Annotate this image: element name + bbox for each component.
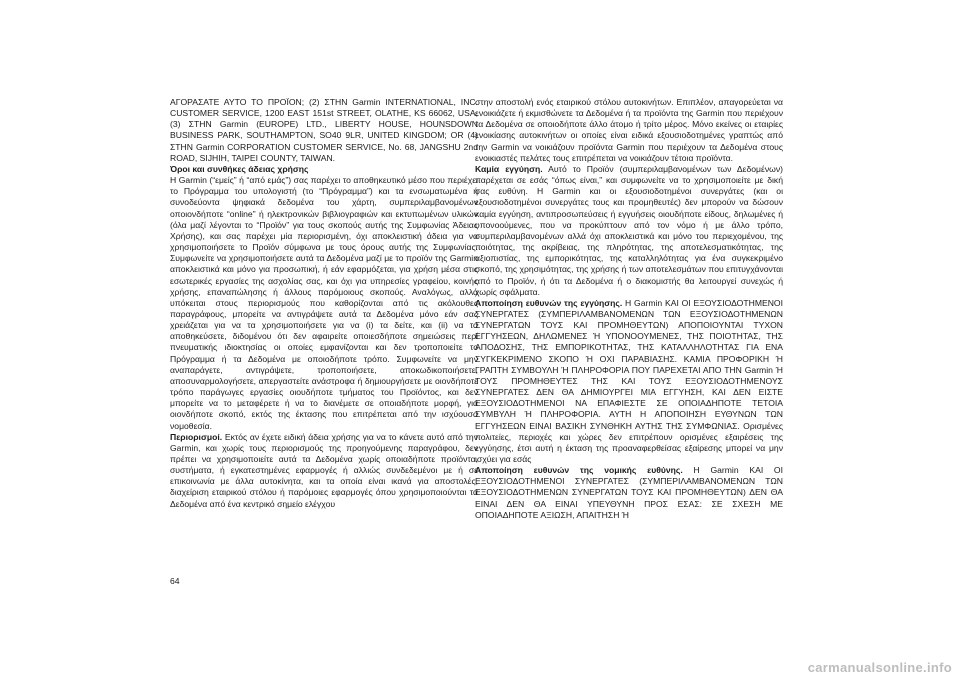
no-warranty-text: Αυτό το Προϊόν (συμπεριλαμβανομένων των Δεδομένων) παρέχεται σε εσάς “όπως είναι,” και συμφωνείτε να το χρησιμοποιείτε με δική σας ευθύνη. Η Garmin και οι εξουσιοδοτημένοι συνεργάτες (και οι εξουσιοδοτημένοι συνεργάτες τους και προμηθευτές) δεν μπορούν να δώσουν καμία εγγύηση, αντιπροσωπεύσεις ή εγγυήσεις οιουδήποτε είδους, δηλωμένες ή υπονοούμενες, που να προκύπτουν από τον νόμο ή με άλλο τρόπο, συμπεριλαμβανομένων αλλά όχι αποκλειστικά και μόνο του περιεχομένου, της ποιότητας, της ακρίβειας, της πληρότητας, της αποτελεσματικότητας, της αξιοπιστίας, της εμπορικότητας, της καταλληλότητας για ένα συγκεκριμένο σκοπό, της χρησιμότητας, της χρήσης ή των αποτελεσμάτων που επιτυγχάνονται από το Προϊόν, ή ότι τα Δεδομένα ή ο διακομιστής θα λειτουργεί συνεχώς ή χωρίς σφάλματα. [475,163,783,297]
restrictions-text: Εκτός αν έχετε ειδική άδεια χρήσης για να το κάνετε αυτό από την Garmin, και χωρίς τους περιορισμούς της προηγούμενης παραγράφου, δεν πρέπει να χρησιμοποιείτε αυτά τα Δεδομένα χωρίς οποιαδήποτε προϊόντα, συστήματα, ή εγκατεστημένες εφαρμογές ή αλλιώς συνδεδεμένοι με ή σε επικοινωνία με άλλα αυτοκίνητα, και τα οποία είναι ικανά για αποστολές, διαχείριση εταιρικού στόλου ή παρόμοιες εφαρμογές όπου χρησιμοποιούνται τα Δεδομένα από ένα κεντρικό σημείο ελέγχου [170,431,478,509]
paragraph-addresses: ΑΓΟΡΑΣΑΤΕ ΑΥΤΟ ΤΟ ΠΡΟΪΟΝ; (2) ΣΤΗΝ Garmin INTERNATIONAL, INC. CUSTOMER SERVICE, 1200 EAST 151st STREET, OLATHE, KS 66062, USA; (3) ΣΤΗΝ Garmin (EUROPE) LTD., LIBERTY HOUSE, HOUNSDOWN BUSINESS PARK, SOUTHAMPTON, SO40 9LR, UNITED KINGDOM; OR (4) ΣΤΗΝ Garmin CORPORATION CUSTOMER SERVICE, No. 68, JANGSHU 2nd ROAD, SIJHIH, TAIPEI COUNTY, TAIWAN. [170,97,478,163]
heading-liability-disclaimer: Αποποίηση ευθυνών της νομικής ευθύνης. [475,465,683,476]
paragraph-no-warranty [475,164,783,298]
paragraph-license-terms [170,164,478,432]
page-number: 64 [170,576,180,586]
heading-license-terms: Όροι και συνθήκες άδειας χρήσης [170,163,309,174]
paragraph-liability-disclaimer [475,465,783,521]
liability-disclaimer-text: Η Garmin ΚΑΙ ΟΙ ΕΞΟΥΣΙΟΔΟΤΗΜΕΝΟΙ ΣΥΝΕΡΓΑΤΕΣ (ΣΥΜΠΕΡΙΛΑΜΒΑΝΟΜΕΝΩΝ ΤΩΝ ΕΞΟΥΣΙΟΔΟΤΗΜΕΝΩΝ ΣΥΝΕΡΓΑΤΩΝ ΤΟΥΣ ΚΑΙ ΠΡΟΜΗΘΕΥΤΩΝ) ΔΕΝ ΘΑ ΕΙΝΑΙ ΔΕΝ ΘΑ ΕΙΝΑΙ ΥΠΕΥΘΥΝΗ ΠΡΟΣ ΕΣΑΣ: ΣΕ ΣΧΕΣΗ ΜΕ ΟΠΟΙΑΔΗΠΟΤΕ ΑΞΙΩΣΗ, ΑΠΑΙΤΗΣΗ Ή [475,465,784,520]
paragraph-warranty-disclaimer [475,298,783,465]
heading-restrictions: Περιορισμοί. [170,431,223,442]
heading-warranty-disclaimer: Αποποίηση ευθυνών της εγγύησης. [475,297,623,308]
left-column [170,97,478,510]
watermark: carmanualsonline.info [807,660,952,675]
warranty-disclaimer-text: Η Garmin ΚΑΙ ΟΙ ΕΞΟΥΣΙΟΔΟΤΗΜΕΝΟΙ ΣΥΝΕΡΓΑΤΕΣ (ΣΥΜΠΕΡΙΛΑΜΒΑΝΟΜΕΝΩΝ ΤΩΝ ΕΞΟΥΣΙΟΔΟΤΗΜΕΝΩΝ ΣΥΝΕΡΓΑΤΩΝ ΤΟΥΣ ΚΑΙ ΠΡΟΜΗΘΕΥΤΩΝ) ΑΠΟΠΟΙΟΥΝΤΑΙ ΤΥΧΟΝ ΕΓΓΥΗΣΕΩΝ, ΔΗΛΩΜΕΝΕΣ Ή ΥΠΟΝΟΟΥΜΕΝΕΣ, ΤΗΣ ΠΟΙΟΤΗΤΑΣ, ΤΗΣ ΑΠΟΔΟΣΗΣ, ΤΗΣ ΕΜΠΟΡΙΚΟΤΗΤΑΣ, ΤΗΣ ΚΑΤΑΛΛΗΛΟΤΗΤΑΣ ΓΙΑ ΕΝΑ ΣΥΓΚΕΚΡΙΜΕΝΟ ΣΚΟΠΟ Ή ΟΧΙ ΠΑΡΑΒΙΑΣΗΣ. ΚΑΜΙΑ ΠΡΟΦΟΡΙΚΗ Ή ΓΡΑΠΤΗ ΣΥΜΒΟΥΛΗ Ή ΠΛΗΡΟΦΟΡΙΑ ΠΟΥ ΠΑΡΕΧΕΤΑΙ ΑΠΟ ΤΗΝ Garmin Ή ΤΟΥΣ ΠΡΟΜΗΘΕΥΤΕΣ ΤΗΣ ΚΑΙ ΤΟΥΣ ΕΞΟΥΣΙΟΔΟΤΗΜΕΝΟΥΣ ΣΥΝΕΡΓΑΤΕΣ ΔΕΝ ΘΑ ΔΗΜΙΟΥΡΓΕΙ ΜΙΑ ΕΓΓΥΗΣΗ, ΚΑΙ ΔΕΝ ΕΙΣΤΕ ΕΞΟΥΣΙΟΔΟΤΗΜΕΝΟΙ ΝΑ ΕΠΑΦΙΕΣΤΕ ΣΕ ΟΠΟΙΑΔΗΠΟΤΕ ΤΕΤΟΙΑ ΣΥΜΒΥΛΗ Ή ΠΛΗΡΟΦΟΡΙΑ. ΑΥΤΗ Η ΑΠΟΠΟΙΗΣΗ ΕΥΘΥΝΩΝ ΤΩΝ ΕΓΓΥΗΣΕΩΝ ΕΙΝΑΙ ΒΑΣΙΚΗ ΣΥΝΘΗΚΗ ΑΥΤΗΣ ΤΗΣ ΣΥΜΦΩΝΙΑΣ. Ορισμένες πολιτείες, περιοχές και χώρες δεν επιτρέπουν ορισμένες εξαιρέσεις της εγγύησης, έτσι αυτή η έκταση της προαναφερθείσας εξαίρεσης μπορεί να μην ισχύει για εσάς [475,297,783,464]
heading-no-warranty: Καμία εγγύηση. [475,163,543,174]
license-terms-text: Η Garmin (“εμείς” ή “από εμάς”) σας παρέχει το αποθηκευτικό μέσο που περιέχει το Πρόγραμμα του υπολογιστή (το “Πρόγραμμα”) και τα ενσωματωμένα ή συνοδεύοντα ψηφιακά δεδομένα του χάρτη, συμπεριλαμβανομένων οποιονδήποτε “online” ή ηλεκτρονικών βιβλιογραφιών και εκτυπωμένων υλικών (όλα μαζί λέγονται το “Προϊόν” για τους σκοπούς αυτής της Συμφωνίας Άδειας Χρήσης), και σας παρέχει μία περιορισμένη, όχι αποκλειστική άδεια για να χρησιμοποιήσετε το Προϊόν σύμφωνα με τους όρους αυτής της Συμφωνίας. Συμφωνείτε να χρησιμοποιήσετε αυτά τα Δεδομένα μαζί με το προϊόν της Garmin αποκλειστικά και μόνο για προσωπική, ή εάν εφαρμόζεται, για χρήση μέσα στις εσωτερικές εργασίες της ασχολίας σας, και όχι για υπηρεσίες γραφείου, κοινής χρήσης, επαναπώλησης ή άλλους παρόμοιους σκοπούς. Αναλόγως, αλλά υπόκειται στους περιορισμούς που καθορίζονται από τις ακόλουθες παραγράφους, μπορείτε να αντιγράψετε αυτά τα Δεδομένα μόνο εάν σας χρειάζεται για να τα χρησιμοποιήσετε για να (i) τα δείτε, και (ii) να τα αποθηκεύσετε, διδομένου ότι δεν αφαιρείτε οποιεσδήποτε σημειώσεις περί πνευματικής ιδιοκτησίας οι οποίες εμφανίζονται και δεν τροποποιείτε το Πρόγραμμα ή τα Δεδομένα με οποιοδήποτε τρόπο. Συμφωνείτε να μην αναπαράγετε, αντιγράψετε, τροποποιήσετε, αποκωδικοποιήσετε, αποσυναρμολογήσετε, απεργαστείτε ανάστροφα ή δημιουργήσετε με οιονδήποτε τρόπο παράγωγες εργασίες οιουδήποτε τμήματος του Προϊόντος, και δεν μπορείτε να το μεταφέρετε ή να το διανέμετε σε οποιαδήποτε μορφή, για οιονδήποτε σκοπό, εκτός της έκτασης που επιτρέπεται από την ισχύουσα νομοθεσία. [170,175,478,431]
paragraph-rental: στην αποστολή ενός εταιρικού στόλου αυτοκινήτων. Επιπλέον, απαγορεύεται να ενοικιάζετε ή εκμισθώνετε τα Δεδομένα ή τα προϊόντα της Garmin που περιέχουν τα Δεδομένα σε οποιοδήποτε άλλο άτομο ή τρίτο μέρος. Μόνο εκείνες οι εταιρίες ενοικίασης αυτοκινήτων οι οποίες είναι ειδικά εξουσιοδοτημένες γραπτώς από την Garmin να νοικιάζουν προϊόντα Garmin που περιέχουν τα Δεδομένα στους ενοικιαστές πελάτες τους επιτρέπεται να νοικιάζουν τέτοια προϊόντα. [475,97,783,163]
paragraph-restrictions [170,432,478,510]
right-column [475,97,783,521]
